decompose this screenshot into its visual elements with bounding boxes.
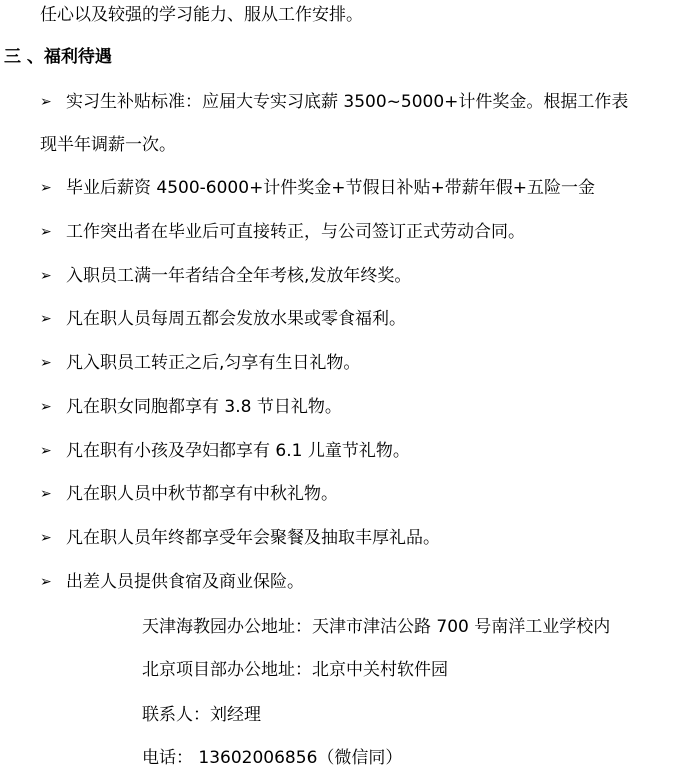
benefit-item — [40, 436, 410, 466]
benefit-item — [40, 523, 440, 553]
benefit-text: 凡在职有小孩及孕妇都享有 6.1 儿童节礼物。 — [66, 441, 410, 461]
benefit-text: 凡在职人员年终都享受年会聚餐及抽取丰厚礼品。 — [66, 528, 440, 548]
benefit-item — [40, 348, 360, 378]
arrow-bullet-icon: ➢ — [40, 180, 52, 196]
benefit-item — [40, 217, 525, 247]
arrow-bullet-icon: ➢ — [40, 486, 52, 502]
arrow-bullet-icon: ➢ — [40, 311, 52, 327]
section-title: 福利待遇 — [43, 47, 112, 67]
arrow-bullet-icon: ➢ — [40, 224, 52, 240]
benefit-item — [40, 87, 628, 117]
arrow-bullet-icon: ➢ — [40, 574, 52, 590]
contact-person: 联系人：刘经理 — [142, 705, 261, 725]
benefit-item — [40, 304, 406, 334]
benefit-item — [40, 567, 304, 597]
benefit-item — [40, 261, 411, 291]
phone-number: 电话： 13602006856（微信同） — [142, 748, 403, 768]
benefit-continuation-text: 现半年调薪一次。 — [40, 135, 176, 155]
benefit-text: 凡在职人员中秋节都享有中秋礼物。 — [66, 484, 338, 504]
benefit-text: 实习生补贴标准：应届大专实习底薪 3500~5000+计件奖金。根据工作表 — [66, 92, 629, 112]
benefit-text: 凡入职员工转正之后,匀享有生日礼物。 — [66, 353, 361, 373]
benefit-text: 凡在职人员每周五都会发放水果或零食福利。 — [66, 309, 406, 329]
benefit-text: 凡在职女同胞都享有 3.8 节日礼物。 — [66, 397, 342, 417]
benefit-item — [40, 392, 342, 422]
benefit-text: 工作突出者在毕业后可直接转正，与公司签订正式劳动合同。 — [66, 222, 525, 242]
benefit-item — [40, 173, 595, 203]
section-heading — [4, 42, 112, 72]
tianjin-address: 天津海教园办公地址：天津市津沽公路 700 号南洋工业学校内 — [142, 617, 611, 637]
arrow-bullet-icon: ➢ — [40, 268, 52, 284]
benefit-text: 入职员工满一年者结合全年考核,发放年终奖。 — [66, 266, 412, 286]
intro-continuation-text: 任心以及较强的学习能力、服从工作安排。 — [40, 5, 363, 25]
beijing-address: 北京项目部办公地址：北京中关村软件园 — [142, 660, 448, 680]
arrow-bullet-icon: ➢ — [40, 530, 52, 546]
benefit-text: 出差人员提供食宿及商业保险。 — [66, 572, 304, 592]
arrow-bullet-icon: ➢ — [40, 443, 52, 459]
arrow-bullet-icon: ➢ — [40, 399, 52, 415]
arrow-bullet-icon: ➢ — [40, 355, 52, 371]
benefit-item — [40, 479, 338, 509]
section-number: 三 、 — [4, 47, 44, 67]
benefit-text: 毕业后薪资 4500-6000+计件奖金+节假日补贴+带薪年假+五险一金 — [66, 178, 596, 198]
arrow-bullet-icon: ➢ — [40, 94, 52, 110]
